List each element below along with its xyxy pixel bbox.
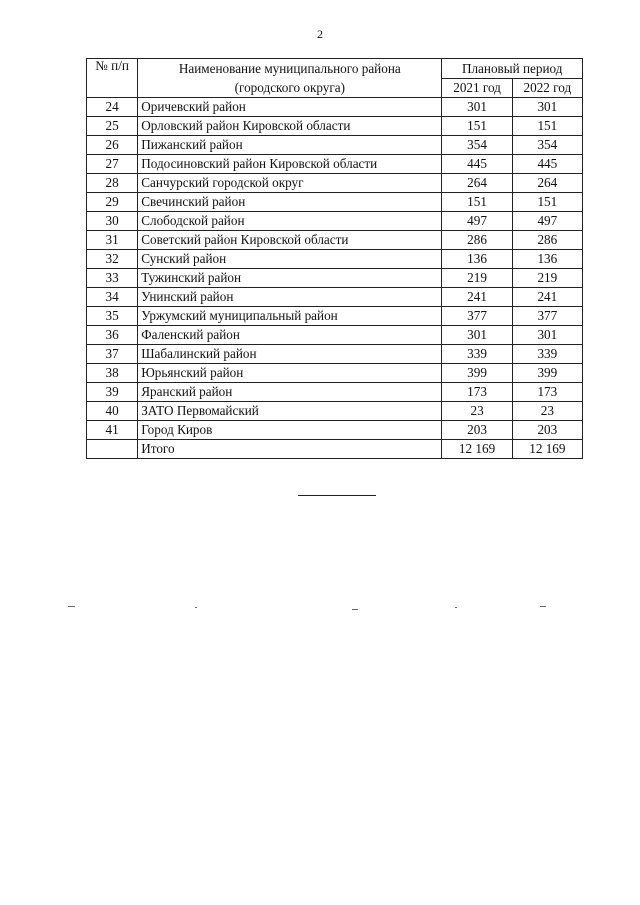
header-name [138, 59, 442, 98]
value-2021: 23 [442, 402, 512, 421]
table-row [87, 383, 583, 402]
table-header-row [87, 59, 583, 79]
row-number: 27 [87, 155, 138, 174]
district-name: Санчурский городской округ [138, 174, 442, 193]
table-body [87, 98, 583, 459]
table-row [87, 231, 583, 250]
scan-speck [455, 607, 457, 608]
row-number: 29 [87, 193, 138, 212]
row-number: 28 [87, 174, 138, 193]
district-name: Пижанский район [138, 136, 442, 155]
value-2022: 445 [512, 155, 582, 174]
row-number [87, 440, 138, 459]
header-period: Плановый период [442, 59, 583, 79]
row-number: 41 [87, 421, 138, 440]
total-row [87, 440, 583, 459]
value-2022: 286 [512, 231, 582, 250]
table-row [87, 155, 583, 174]
district-name: Итого [138, 440, 442, 459]
value-2022: 301 [512, 326, 582, 345]
value-2021: 151 [442, 193, 512, 212]
row-number: 37 [87, 345, 138, 364]
value-2022: 399 [512, 364, 582, 383]
district-name: Фаленский район [138, 326, 442, 345]
header-name-line1: Наименование муниципального района [178, 61, 401, 76]
scan-speck [68, 606, 75, 607]
value-2022: 203 [512, 421, 582, 440]
value-2022: 264 [512, 174, 582, 193]
row-number: 30 [87, 212, 138, 231]
table-row [87, 117, 583, 136]
table-row [87, 288, 583, 307]
table-row [87, 193, 583, 212]
value-2021: 301 [442, 326, 512, 345]
value-2021: 264 [442, 174, 512, 193]
header-number: № п/п [87, 59, 138, 98]
district-name: Орловский район Кировской области [138, 117, 442, 136]
value-2022: 497 [512, 212, 582, 231]
value-2021: 399 [442, 364, 512, 383]
value-2022: 136 [512, 250, 582, 269]
table-row [87, 174, 583, 193]
value-2021: 241 [442, 288, 512, 307]
table-row [87, 345, 583, 364]
table-row [87, 136, 583, 155]
district-name: Тужинский район [138, 269, 442, 288]
district-name: Подосиновский район Кировской области [138, 155, 442, 174]
district-name: Сунский район [138, 250, 442, 269]
district-name: Яранский район [138, 383, 442, 402]
district-name: Слободской район [138, 212, 442, 231]
closing-rule [298, 495, 376, 496]
table-row [87, 421, 583, 440]
table-row [87, 364, 583, 383]
row-number: 26 [87, 136, 138, 155]
district-name: Уржумский муниципальный район [138, 307, 442, 326]
district-name: Унинский район [138, 288, 442, 307]
page-number: 2 [317, 27, 323, 41]
row-number: 35 [87, 307, 138, 326]
row-number: 38 [87, 364, 138, 383]
value-2021: 12 169 [442, 440, 512, 459]
value-2022: 219 [512, 269, 582, 288]
value-2022: 151 [512, 117, 582, 136]
value-2022: 173 [512, 383, 582, 402]
table-row [87, 402, 583, 421]
value-2021: 151 [442, 117, 512, 136]
value-2021: 377 [442, 307, 512, 326]
table-row [87, 326, 583, 345]
table-row [87, 269, 583, 288]
table-row [87, 212, 583, 231]
value-2022: 12 169 [512, 440, 582, 459]
value-2021: 301 [442, 98, 512, 117]
district-name: ЗАТО Первомайский [138, 402, 442, 421]
value-2022: 23 [512, 402, 582, 421]
row-number: 24 [87, 98, 138, 117]
row-number: 31 [87, 231, 138, 250]
scan-speck [540, 606, 546, 607]
allocation-table [86, 58, 583, 459]
district-name: Оричевский район [138, 98, 442, 117]
scan-speck [352, 609, 358, 610]
value-2021: 203 [442, 421, 512, 440]
value-2022: 339 [512, 345, 582, 364]
row-number: 40 [87, 402, 138, 421]
value-2021: 445 [442, 155, 512, 174]
row-number: 34 [87, 288, 138, 307]
table-row [87, 307, 583, 326]
value-2022: 151 [512, 193, 582, 212]
table-row [87, 98, 583, 117]
value-2021: 339 [442, 345, 512, 364]
value-2022: 377 [512, 307, 582, 326]
district-name: Советский район Кировской области [138, 231, 442, 250]
header-name-line2: (городского округа) [234, 80, 346, 95]
row-number: 36 [87, 326, 138, 345]
row-number: 39 [87, 383, 138, 402]
header-year-2021: 2021 год [442, 78, 512, 98]
scan-speck [195, 607, 197, 608]
value-2022: 241 [512, 288, 582, 307]
district-name: Свечинский район [138, 193, 442, 212]
district-name: Шабалинский район [138, 345, 442, 364]
header-year-2022: 2022 год [512, 78, 582, 98]
row-number: 32 [87, 250, 138, 269]
value-2021: 173 [442, 383, 512, 402]
row-number: 25 [87, 117, 138, 136]
table-row [87, 250, 583, 269]
value-2021: 219 [442, 269, 512, 288]
value-2022: 301 [512, 98, 582, 117]
value-2021: 286 [442, 231, 512, 250]
district-name: Юрьянский район [138, 364, 442, 383]
district-name: Город Киров [138, 421, 442, 440]
value-2021: 136 [442, 250, 512, 269]
row-number: 33 [87, 269, 138, 288]
value-2022: 354 [512, 136, 582, 155]
value-2021: 497 [442, 212, 512, 231]
value-2021: 354 [442, 136, 512, 155]
